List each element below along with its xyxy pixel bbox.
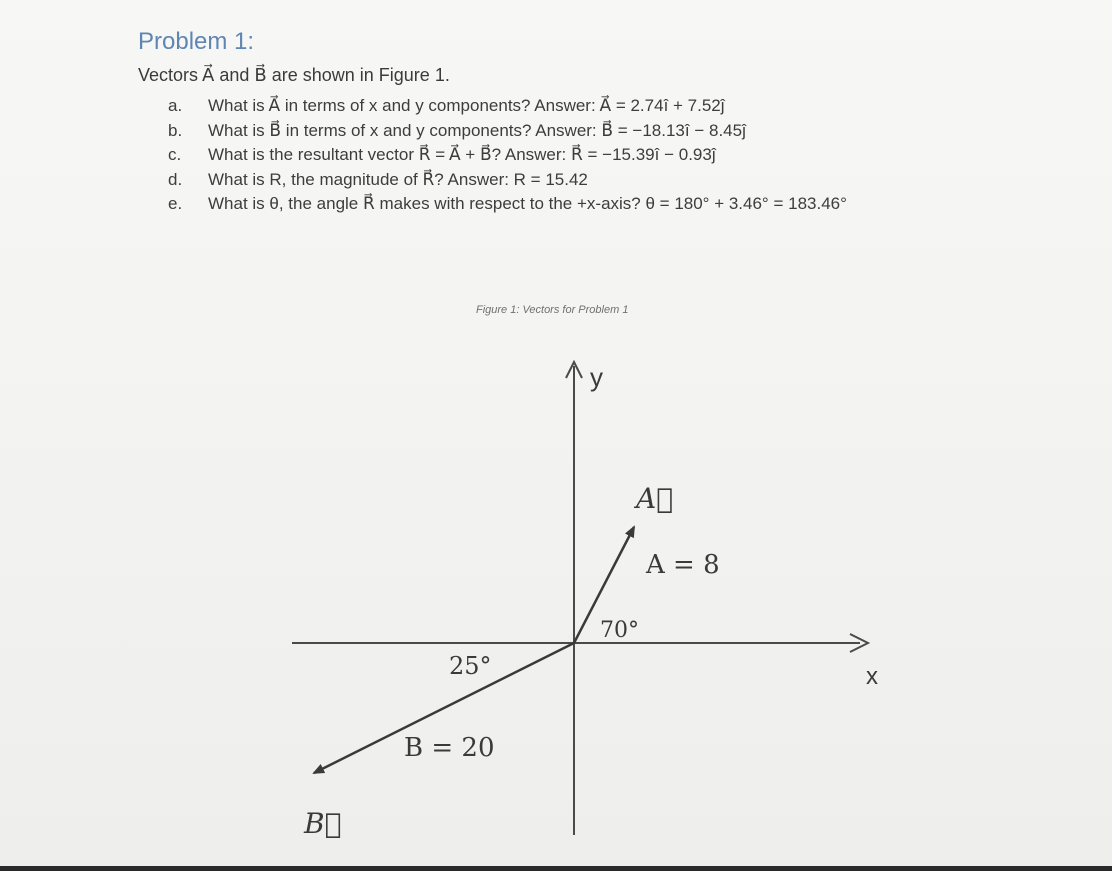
question-letter: a. (168, 96, 183, 115)
question-text: What is R, the magnitude of R⃗? Answer: R = 15.42 (208, 169, 588, 189)
vector-b-magnitude: B = 20 (404, 733, 495, 763)
question-text: What is A⃗ in terms of x and y components? Answer: A⃗ = 2.74î + 7.52ĵ (208, 96, 725, 115)
vector-a-magnitude: A = 8 (646, 550, 720, 580)
question-letter: c. (168, 145, 182, 164)
question-letter: e. (168, 194, 183, 213)
question-text: What is θ, the angle R⃗ makes with respect to the +x-axis? θ = 180° + 3.46° = 183.46° (208, 194, 847, 213)
vector-a-angle: 70° (600, 618, 639, 643)
figure-caption: Figure 1: Vectors for Problem 1 (476, 304, 629, 316)
vector-b-angle: 25° (449, 652, 492, 680)
question-letter: d. (168, 169, 183, 189)
question-letter: b. (168, 120, 183, 140)
question-text: What is B⃗ in terms of x and y components? Answer: B⃗ = −18.13î − 8.45ĵ (208, 120, 746, 140)
question-text: What is the resultant vector R⃗ = A⃗ + B⃗? Answer: R⃗ = −15.39î − 0.93ĵ (208, 145, 716, 164)
vector-b-label: B⃗ (304, 807, 342, 840)
vector-a-label: A⃗ (636, 482, 674, 515)
problem-title: Problem 1: (138, 28, 255, 55)
y-axis-label: y (590, 362, 603, 392)
page-bottom-edge (0, 866, 1112, 871)
problem-intro: Vectors A⃗ and B⃗ are shown in Figure 1. (138, 65, 450, 85)
x-axis-label: x (866, 663, 878, 690)
